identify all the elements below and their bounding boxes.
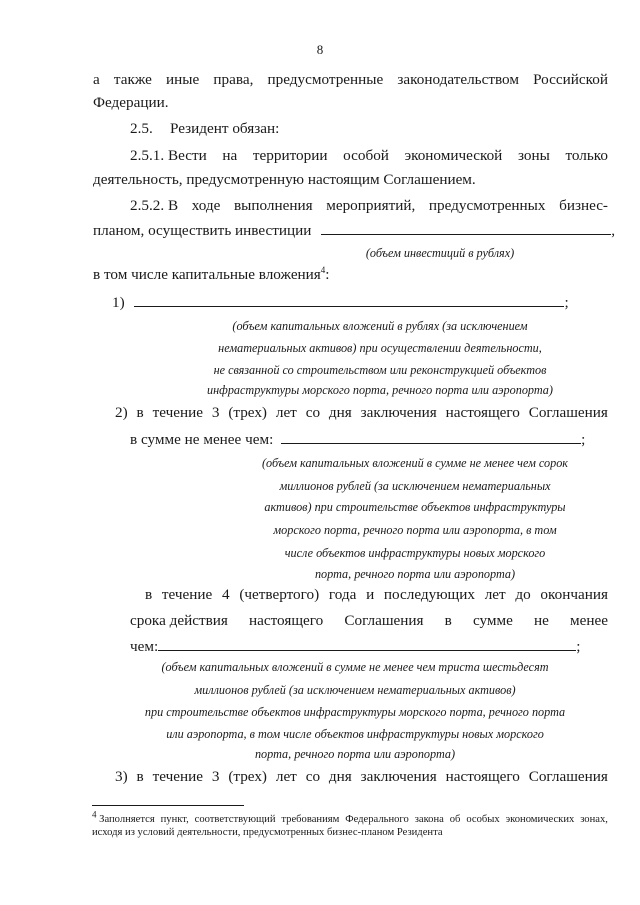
item-2-amount-label: в сумме не менее чем: [130,431,274,448]
word: выполнения [234,197,313,214]
item-2-line1 [115,404,608,422]
word: не [533,612,549,629]
word: и [366,586,375,603]
word: (четвертого) [239,586,320,603]
item-2b-line1 [145,586,608,604]
word: бизнес- [559,197,608,214]
word: иные [166,71,200,88]
word: лет [275,768,297,785]
item-2b-caption-line: при строительстве объектов инфраструктуры морского порта, речного порта [144,705,566,719]
word: течение [152,768,203,785]
word: дня [328,768,352,785]
word: последующих [383,586,475,603]
word: (трех) [228,404,267,421]
item-2b-line2 [130,612,608,630]
word: $^4$ Заполняется [92,809,155,825]
word: в [145,586,153,603]
colon: : [325,266,330,283]
word: сумме [472,612,513,629]
word: ходе [191,197,221,214]
word: зоны [517,147,550,164]
item-1-caption-line: не связанной со строительством или реконструкцией объектов [213,363,547,377]
word: территории [252,147,328,164]
word: со [305,404,321,421]
clause-2-5-1-line2: деятельность, предусмотренную настоящим Соглашением. [93,171,476,188]
item-2-caption-line: (объем капитальных вложений в сумме не менее чем сорок [261,456,569,470]
clause-2-5-heading: Резидент обязан: [170,120,280,137]
capital-investments-label [93,266,330,284]
word: до [515,586,531,603]
item-1-caption-line: (объем капитальных вложений в рублях (за исключением [232,319,528,333]
item-1-blank [134,293,564,307]
word: экономических [505,814,575,825]
clause-2-5-2-line2 [93,221,615,240]
footnote-mark: 4 [92,809,97,820]
clause-2-5-1-line1 [130,147,608,165]
word: законодательством [397,71,519,88]
word: в [444,612,452,629]
capital-text: в том числе капитальные вложения [93,266,321,283]
footnote-line2: исходя из условий деятельности, предусмотренных бизнес-планом Резидента [92,827,443,838]
word: в [136,768,144,785]
word: пункт, [160,814,189,825]
item-2b-line3 [130,637,580,656]
word: Соглашения [528,404,608,421]
word: заключения [360,768,437,785]
page-number: 8 [316,42,324,57]
footnote-ref: 4 [320,264,326,275]
item-2b-caption-line: порта, речного порта или аэропорта) [254,747,456,761]
word: окончания [540,586,608,603]
word: особой [343,147,389,164]
word: 4 [222,586,230,603]
word: 2.5.1. Вести [130,147,207,164]
word: особых [466,814,500,825]
word: в [136,404,144,421]
word: на [222,147,238,164]
word: экономической [404,147,503,164]
word: 3) [115,768,128,785]
footnote-separator [92,805,244,806]
clause-2-5-number: 2.5. [130,120,153,137]
word: предусмотренных [428,197,546,214]
word: 2) [115,404,128,421]
word: Соглашения [344,612,424,629]
word: 3 [211,404,220,421]
word: настоящего [249,612,324,629]
clause-2-5-2-line1 [130,197,608,215]
item-2-caption-line: миллионов рублей (за исключением нематериальных [279,479,551,493]
item-1-caption-line: инфраструктуры морского порта, речного порта или аэропорта) [207,383,553,397]
word: предусмотренные [267,71,384,88]
investment-label: планом, осуществить инвестиции [93,222,312,239]
paragraph-rights-line2: Федерации. [93,94,169,111]
word: закона [414,814,444,825]
word: течение [152,404,203,421]
investment-blank [321,221,611,235]
word: лет [275,404,297,421]
word: Федерального [345,814,409,825]
item-2-end: ; [581,431,586,448]
word: мероприятий, [326,197,416,214]
item-2b-end: ; [576,638,581,655]
word: а [93,71,100,88]
item-1-line [112,293,569,312]
item-2-caption-line: порта, речного порта или аэропорта) [314,567,516,581]
item-1-end: ; [564,294,569,311]
word: со [305,768,321,785]
item-1-number: 1) [112,294,125,311]
word: настоящего [445,768,520,785]
word: Российской [533,71,608,88]
item-2-caption-line: активов) при строительстве объектов инфраструктуры [264,500,566,514]
item-2b-caption-line: миллионов рублей (за исключением нематериальных активов) [194,683,516,697]
word: Соглашения [528,768,608,785]
word: требованиям [281,814,340,825]
word: срока действия [130,612,228,629]
item-1-caption-line: нематериальных активов) при осуществлении деятельности, [218,341,542,355]
item-2b-amount-label: чем: [130,638,159,655]
word: течение [161,586,213,603]
word: года [328,586,357,603]
word: менее [569,612,608,629]
item-2-line2 [130,430,585,449]
word: об [449,814,461,825]
item-2b-blank [158,637,576,651]
item-2-blank [281,430,581,444]
comma: , [611,222,615,239]
footnote-line1 [92,809,608,826]
word: права, [213,71,254,88]
word: заключения [360,404,437,421]
word: 3 [211,768,220,785]
word: настоящего [445,404,520,421]
word: только [565,147,608,164]
investment-caption: (объем инвестиций в рублях) [365,246,515,260]
word: дня [328,404,352,421]
item-2b-caption-line: или аэропорта, в том числе объектов инфраструктуры новых морского [166,727,544,741]
word: зонах, [580,814,608,825]
paragraph-rights-line [93,71,608,89]
word: (трех) [228,768,267,785]
item-2-caption-line: числе объектов инфраструктуры новых морского [284,546,546,560]
item-2-caption-line: морского порта, речного порта или аэропорта, в том [273,523,557,537]
item-3-line1 [115,768,608,786]
word: также [113,71,152,88]
word: соответствующий [194,814,276,825]
word: лет [484,586,506,603]
item-2b-caption-line: (объем капитальных вложений в сумме не менее чем триста шестьдесят [161,660,549,674]
word: 2.5.2. В [130,197,179,214]
footnote-text [92,809,608,826]
